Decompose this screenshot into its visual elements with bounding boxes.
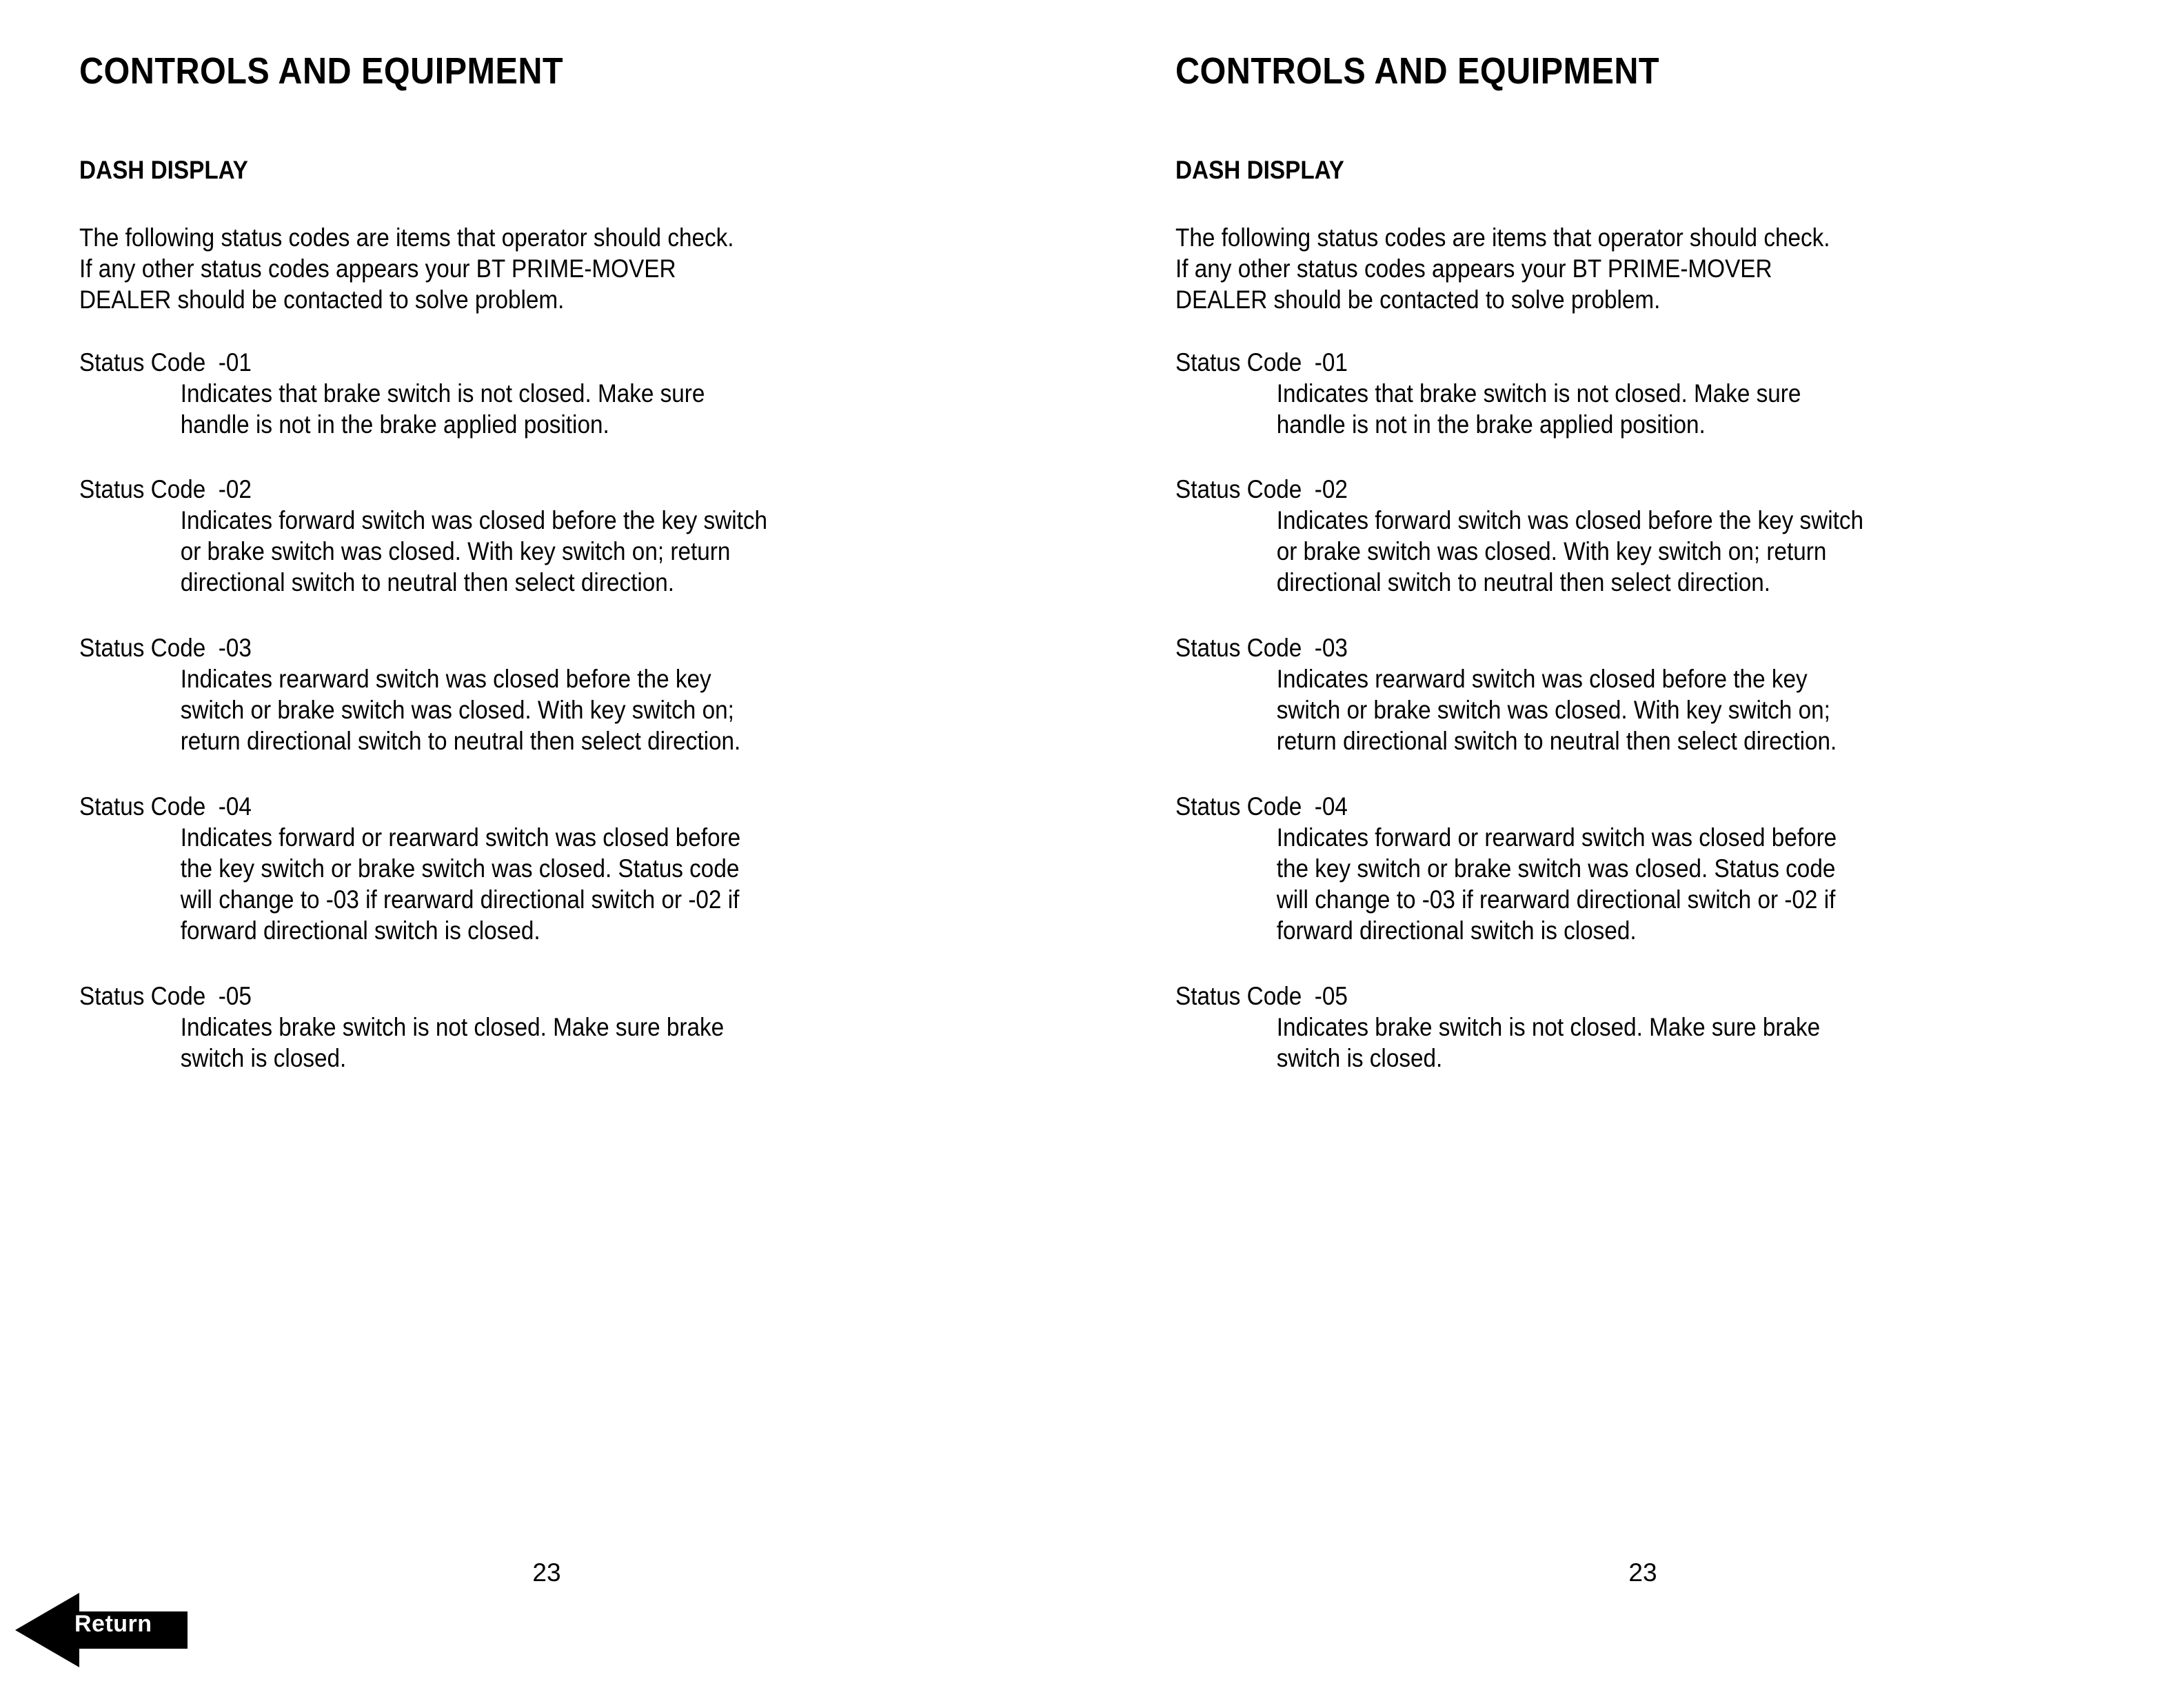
status-code-line: Indicates rearward switch was closed before the key bbox=[180, 665, 711, 693]
intro-line: If any other status codes appears your BT PRIME-MOVER bbox=[1175, 254, 1772, 283]
status-code-label: Status Code -02 bbox=[1175, 475, 1348, 503]
return-button-label: Return bbox=[74, 1611, 152, 1637]
left-arrow-icon bbox=[15, 1590, 188, 1670]
status-code-line: Indicates that brake switch is not closed. Make sure bbox=[180, 379, 705, 408]
status-code-block bbox=[79, 791, 920, 946]
intro-line: DEALER should be contacted to solve problem. bbox=[79, 285, 565, 314]
status-code-line: will change to -03 if rearward directional switch or -02 if bbox=[180, 885, 740, 914]
intro-line: The following status codes are items that operator should check. bbox=[1175, 223, 1830, 252]
status-code-block bbox=[1175, 474, 2016, 598]
status-code-line: switch or brake switch was closed. With key switch on; bbox=[1276, 696, 1830, 724]
intro-paragraph bbox=[1175, 222, 2016, 315]
intro-line: The following status codes are items that operator should check. bbox=[79, 223, 734, 252]
status-code-block bbox=[79, 632, 920, 756]
status-code-line: forward directional switch is closed. bbox=[1276, 916, 1637, 945]
status-code-label: Status Code -02 bbox=[79, 475, 252, 503]
status-code-line: return directional switch to neutral then select direction. bbox=[180, 727, 741, 755]
status-code-label: Status Code -03 bbox=[1175, 634, 1348, 662]
status-code-label: Status Code -01 bbox=[79, 348, 252, 376]
status-code-label: Status Code -03 bbox=[79, 634, 252, 662]
page-number: 23 bbox=[532, 1558, 561, 1587]
status-code-line: Indicates brake switch is not closed. Make sure brake bbox=[1276, 1013, 1821, 1041]
intro-line: DEALER should be contacted to solve problem. bbox=[1175, 285, 1661, 314]
page-title: CONTROLS AND EQUIPMENT bbox=[1175, 50, 1659, 92]
status-code-line: Indicates rearward switch was closed before the key bbox=[1276, 665, 1808, 693]
page-column-left bbox=[79, 0, 1014, 1688]
status-code-line: Indicates forward switch was closed before the key switch bbox=[180, 506, 768, 534]
page-title: CONTROLS AND EQUIPMENT bbox=[79, 50, 563, 92]
status-code-label: Status Code -01 bbox=[1175, 348, 1348, 376]
status-code-line: switch or brake switch was closed. With key switch on; bbox=[180, 696, 734, 724]
status-code-block bbox=[1175, 347, 2016, 440]
status-code-line: switch is closed. bbox=[1276, 1044, 1443, 1072]
section-heading: DASH DISPLAY bbox=[79, 156, 248, 184]
status-code-block bbox=[79, 347, 920, 440]
status-code-label: Status Code -04 bbox=[79, 792, 252, 821]
status-code-line: the key switch or brake switch was closed. Status code bbox=[180, 854, 740, 883]
status-code-line: Indicates forward or rearward switch was closed before bbox=[1276, 823, 1837, 852]
status-code-label: Status Code -04 bbox=[1175, 792, 1348, 821]
status-code-block bbox=[79, 474, 920, 598]
status-code-block bbox=[79, 981, 920, 1074]
intro-line: If any other status codes appears your BT PRIME-MOVER bbox=[79, 254, 676, 283]
status-code-block bbox=[1175, 632, 2016, 756]
return-button[interactable] bbox=[15, 1590, 188, 1670]
status-code-block bbox=[1175, 791, 2016, 946]
status-code-line: directional switch to neutral then select direction. bbox=[180, 568, 675, 596]
status-code-line: or brake switch was closed. With key switch on; return bbox=[1276, 537, 1827, 565]
section-heading: DASH DISPLAY bbox=[1175, 156, 1344, 184]
status-code-line: the key switch or brake switch was closed. Status code bbox=[1276, 854, 1836, 883]
status-code-line: handle is not in the brake applied position. bbox=[1276, 410, 1706, 439]
intro-paragraph bbox=[79, 222, 920, 315]
status-code-line: will change to -03 if rearward directional switch or -02 if bbox=[1276, 885, 1836, 914]
status-code-line: or brake switch was closed. With key switch on; return bbox=[180, 537, 731, 565]
status-code-line: handle is not in the brake applied position. bbox=[180, 410, 609, 439]
status-code-line: Indicates brake switch is not closed. Make sure brake bbox=[180, 1013, 725, 1041]
status-code-line: Indicates forward switch was closed before the key switch bbox=[1276, 506, 1864, 534]
status-code-label: Status Code -05 bbox=[79, 982, 252, 1010]
page-column-right bbox=[1175, 0, 2110, 1688]
status-code-line: switch is closed. bbox=[180, 1044, 347, 1072]
status-code-line: return directional switch to neutral then select direction. bbox=[1276, 727, 1837, 755]
status-code-line: forward directional switch is closed. bbox=[180, 916, 540, 945]
status-code-block bbox=[1175, 981, 2016, 1074]
status-code-label: Status Code -05 bbox=[1175, 982, 1348, 1010]
page-number: 23 bbox=[1628, 1558, 1657, 1587]
status-code-line: Indicates that brake switch is not closed. Make sure bbox=[1276, 379, 1801, 408]
status-code-line: Indicates forward or rearward switch was closed before bbox=[180, 823, 741, 852]
status-code-line: directional switch to neutral then select direction. bbox=[1276, 568, 1771, 596]
